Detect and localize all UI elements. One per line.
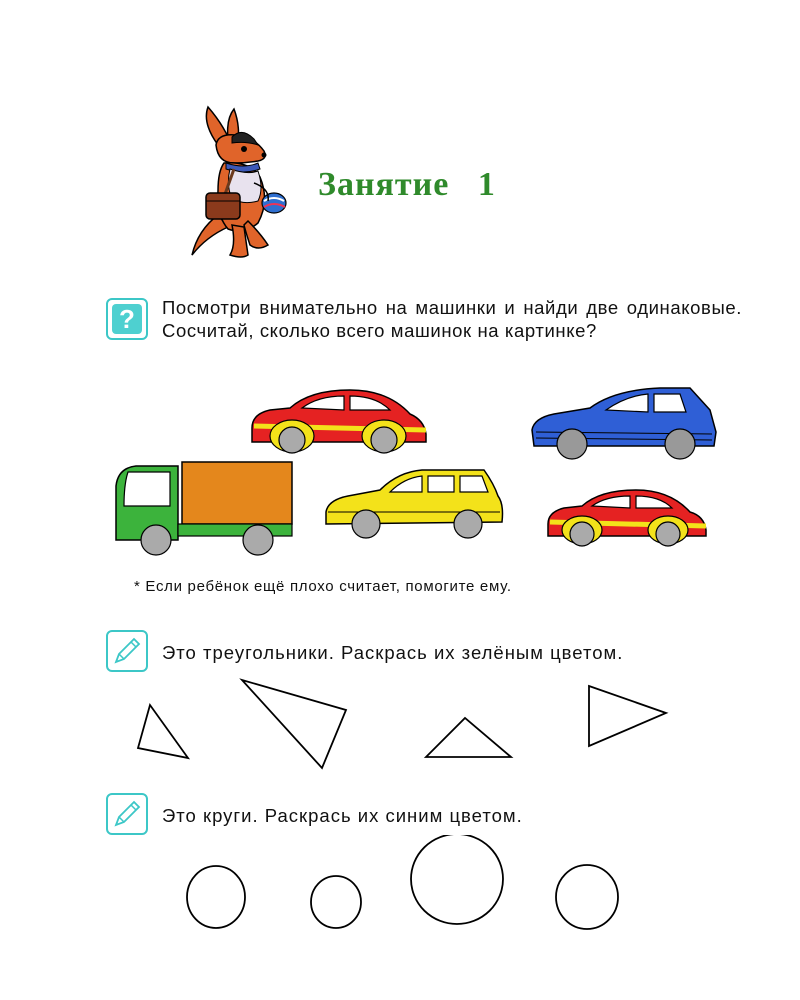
circle-1 xyxy=(187,866,245,928)
cars-illustration xyxy=(100,380,740,560)
triangle-3 xyxy=(426,718,511,757)
triangles-exercise xyxy=(130,670,690,780)
red-car-bottom-right xyxy=(548,490,706,546)
task3-text: Это круги. Раскрась их синим цветом. xyxy=(162,805,523,826)
question-mark: ? xyxy=(112,304,142,334)
circle-4 xyxy=(556,865,618,929)
circle-2 xyxy=(311,876,361,928)
kangaroo-mascot-icon xyxy=(188,105,300,265)
question-icon xyxy=(106,298,148,340)
pencil-icon xyxy=(106,793,148,835)
circle-3 xyxy=(411,835,503,924)
circles-exercise xyxy=(170,835,630,945)
lesson-title: Занятие 1 xyxy=(318,166,496,203)
red-car-top xyxy=(252,390,426,453)
pencil-icon-glyph xyxy=(110,634,144,668)
yellow-car xyxy=(326,470,503,538)
triangle-2 xyxy=(242,680,346,768)
task1-text: Посмотри внимательно на машинки и найди две одинаковые. Сосчитай, сколько всего машинок на картинке? xyxy=(162,297,742,341)
triangle-1 xyxy=(138,705,188,758)
parent-note: * Если ребёнок ещё плохо считает, помогите ему. xyxy=(134,578,512,595)
pencil-icon-glyph xyxy=(110,797,144,831)
triangle-4 xyxy=(589,686,666,746)
pencil-icon xyxy=(106,630,148,672)
green-truck xyxy=(116,462,292,555)
blue-car-top-right xyxy=(532,388,716,459)
task2-text: Это треугольники. Раскрась их зелёным цветом. xyxy=(162,642,624,663)
